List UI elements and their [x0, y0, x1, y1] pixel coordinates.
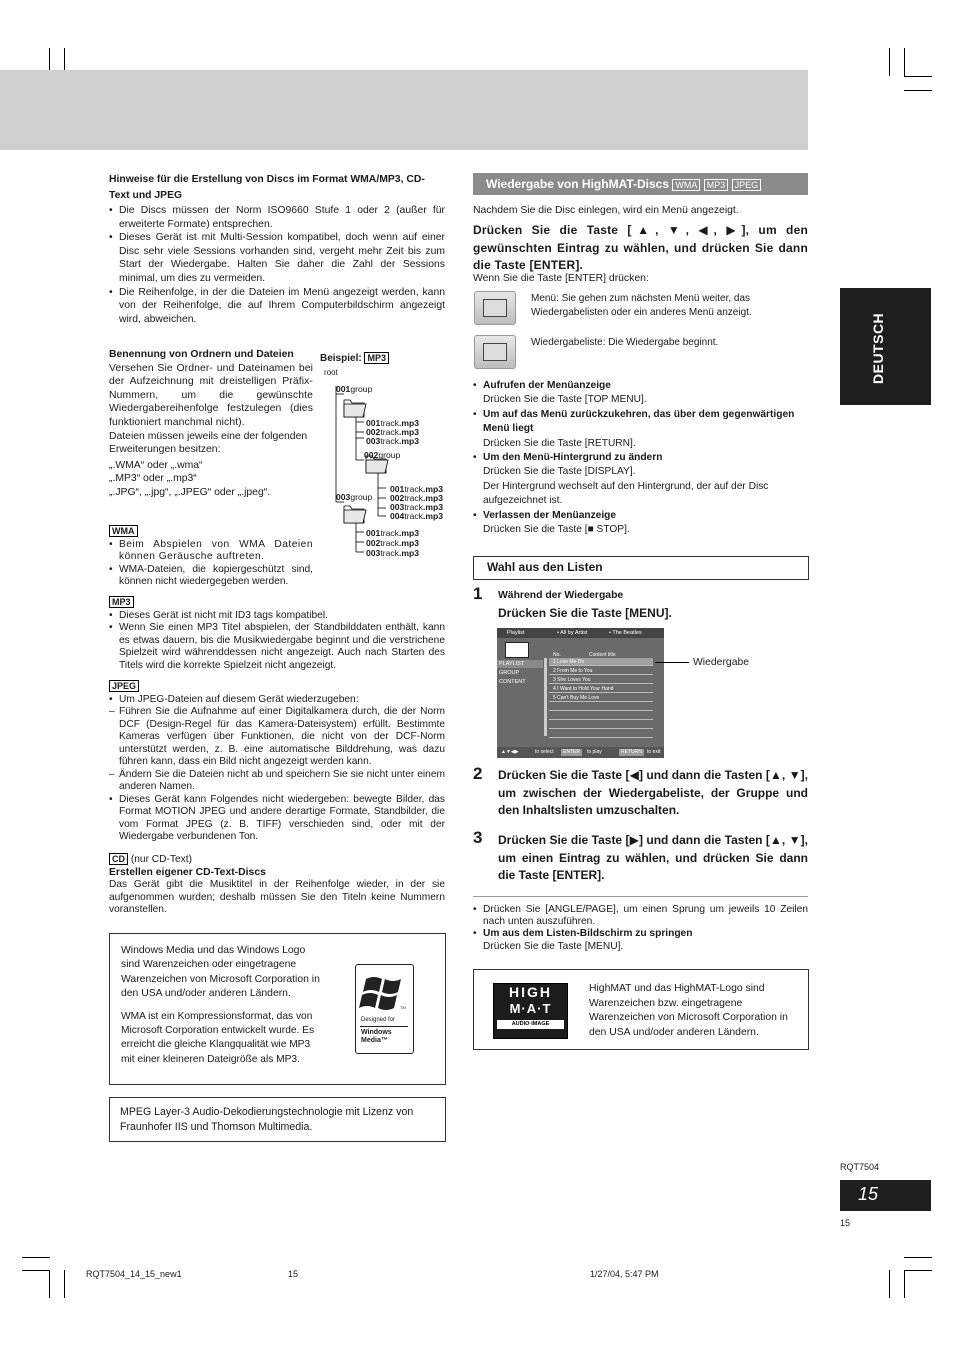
track-label: 003track.mp3	[366, 436, 420, 446]
playlist-desc-text: Die Wiedergabe beginnt.	[608, 337, 719, 348]
cd-text: Das Gerät gibt die Musiktitel in der Reihenfolge wieder, in der sie aufgenommen wurden; deshalb müssen Sie den Titeln keine Nummern voranstellen.	[109, 879, 445, 915]
screen-top-label: • All by Artist	[557, 630, 588, 636]
menu-bullets	[473, 379, 808, 537]
menu-screen-screenshot	[497, 628, 664, 758]
track-label: 002track.mp3	[390, 493, 444, 503]
notes-list	[473, 904, 808, 953]
list-section-header	[473, 556, 809, 580]
screen-tab: GROUP	[499, 670, 520, 676]
track-label: 004track.mp3	[390, 511, 444, 521]
jpeg-section	[109, 680, 445, 844]
naming-ext-intro: Dateien müssen jeweils eine der folgenden Erweiterungen besitzen:	[109, 430, 308, 456]
tm-mark: TM	[400, 1005, 406, 1010]
screen-arrows-icon: ▲▼◀▶	[501, 749, 519, 755]
list-item: • Dieses Gerät kann Folgendes nicht wiedergeben: bewegte Bilder, das Format MOTION JPEG und andere derartige Formate, Standbilder, die vom Format JPEG (z. B. TIFF) verschieden sind, oder mit der Wiedergabe verbundenen Ton.	[109, 794, 445, 844]
track-label: 001track.mp3	[366, 418, 420, 428]
menu-label: Menü:	[531, 293, 559, 304]
jpeg-list	[109, 694, 445, 707]
step-1-number: 1	[473, 584, 483, 603]
naming-section	[109, 348, 313, 500]
jpeg-list-2	[109, 794, 445, 844]
highmat-mini-logo	[505, 642, 529, 658]
group-label: 003group	[336, 492, 373, 502]
list-item: – Führen Sie die Aufnahme auf einer Digitalkamera durch, die der Norm DCF (Design-Regel für das Kamera-Dateisystem) erfüllt. Bestimmte Kameras verfügen über Funktionen, die nicht von der DCF-Norm unterstützt werden, z. B. eine automatische Bilddrehung, was dazu führen kann, dass ein Bild nicht angezeigt werden kann.	[109, 706, 445, 769]
screen-row: 4 I Want to Hold Your Hand	[549, 685, 653, 693]
footer-page: 15	[288, 1269, 299, 1279]
group-label: 001group	[336, 384, 373, 394]
track-label: 003track.mp3	[390, 502, 444, 512]
mpeg-license-text: MPEG Layer-3 Audio-Dekodierungstechnologie mit Lizenz von Fraunhofer IIS und Thomson Multimedia.	[120, 1106, 414, 1133]
list-item: – Ändern Sie die Dateien nicht ab und speichern Sie sie nicht unter einem anderen Namen.	[109, 769, 445, 794]
folder-tree	[320, 352, 450, 562]
naming-title: Benennung von Ordnern und Dateien	[109, 349, 294, 360]
screen-row: 1 Love Me Do	[549, 658, 653, 666]
tag-mp3: MP3	[704, 179, 729, 191]
highmat-intro: Nachdem Sie die Disc einlegen, wird ein Menü angezeigt.	[473, 205, 739, 216]
page-code: RQT7504	[840, 1162, 880, 1172]
divider	[473, 896, 808, 897]
naming-text: Versehen Sie Ordner- und Dateinamen bei der Aufzeichnung mit dreistelligen Präfix-Nummern, um die gewünschte Wiedergabereihenfolge festzulegen (dies funktioniert manchmal nicht).	[109, 362, 313, 428]
screen-top-label: Playlist	[507, 630, 525, 636]
playlist-label: Wiedergabeliste:	[531, 337, 606, 348]
jpeg-tag: JPEG	[109, 680, 139, 692]
logo-windows: Windows	[361, 1029, 392, 1036]
windows-media-logo	[355, 964, 414, 1054]
list-section-title: Wahl aus den Listen	[487, 560, 603, 574]
tag-wma: WMA	[672, 179, 700, 191]
list-item: • Drücken Sie [ANGLE/PAGE], um einen Sprung um jeweils 10 Zeilen nach unten auszuführen.	[473, 904, 808, 928]
playlist-icon	[474, 335, 516, 369]
list-item: • Um JPEG-Dateien auf diesem Gerät wiederzugeben:	[109, 694, 445, 707]
highmat-logo-line2: M·A·T	[509, 1001, 552, 1016]
highmat-section-title	[473, 173, 808, 195]
screen-footer-return: RETURN	[621, 749, 642, 755]
disc-hints	[109, 172, 445, 326]
wma-section	[109, 525, 313, 589]
step-2-text: Drücken Sie die Taste [◀] und dann die Tasten [▲, ▼], um zwischen der Wiedergabeliste, der Gruppe und den Inhaltslisten umzuschalten.	[498, 768, 808, 817]
cd-title: Erstellen eigener CD-Text-Discs	[109, 866, 266, 878]
track-label: 001track.mp3	[366, 528, 420, 538]
list-item: • Um auf das Menü zurückzukehren, das über dem gegenwärtigen Menü liegt Drücken Sie die Taste [RETURN].	[473, 408, 808, 451]
menu-desc	[531, 292, 801, 319]
wma-list	[109, 539, 313, 589]
section-title-text: Wiedergabe von HighMAT-Discs	[486, 177, 670, 191]
hints-title: Hinweise für die Erstellung von Discs im Format WMA/MP3, CD-Text und JPEG	[109, 174, 425, 201]
language-tab	[840, 288, 931, 405]
example-label: Beispiel:	[320, 353, 362, 364]
screen-footer: to play	[587, 749, 602, 755]
list-item: • Die Reihenfolge, in der die Dateien im Menü angezeigt werden, kann von der Reihenfolge, die auf Ihrem Computerbildschirm angezeigt wird, abweichen.	[109, 286, 445, 327]
callout-line	[655, 662, 689, 663]
screen-row	[549, 703, 653, 711]
track-label: 003track.mp3	[366, 548, 420, 558]
highmat-logo-line1: HIGH	[509, 984, 552, 1000]
highmat-trademark-text: HighMAT und das HighMAT-Logo sind Warenzeichen bzw. eingetragene Warenzeichen von Microsoft Corporation in den USA und/oder anderen Ländern.	[589, 983, 788, 1038]
ext-jpg: „.JPG“, „.jpg“, „.JPEG“ oder „.jpeg“.	[109, 486, 271, 498]
notes	[473, 904, 808, 953]
menu-desc-text: Sie gehen zum nächsten Menü weiter, das Wiedergabelisten oder ein anderes Menü anzeigt.	[531, 293, 752, 318]
highmat-logo	[493, 983, 568, 1039]
screen-row	[549, 721, 653, 729]
page-number: 15	[858, 1184, 879, 1204]
screen-col-title: Content title	[589, 652, 616, 658]
step-2-number: 2	[473, 764, 483, 783]
step-3-number: 3	[473, 828, 483, 847]
list-item: • Dieses Gerät ist nicht mit ID3 tags kompatibel.	[109, 610, 445, 623]
list-item: • Um den Menü-Hintergrund zu ändern Drücken Sie die Taste [DISPLAY]. Der Hintergrund wechselt auf den Hintergrund, der auf der Disc aufgezeichnet ist.	[473, 451, 808, 509]
windows-trademark-box	[109, 933, 446, 1085]
list-item: • Beim Abspielen von WMA Dateien können Geräusche auftreten.	[109, 539, 313, 564]
screen-row	[549, 730, 653, 738]
group-label: 002group	[364, 450, 401, 460]
callout-label: Wiedergabe	[693, 657, 750, 668]
jpeg-sublist	[109, 706, 445, 794]
cd-section	[109, 853, 445, 917]
step-1-text: Drücken Sie die Taste [MENU].	[498, 606, 672, 620]
screen-footer-enter: ENTER	[563, 749, 580, 755]
page-number-box	[840, 1180, 931, 1211]
playlist-desc	[531, 336, 801, 350]
mp3-tag: MP3	[109, 596, 134, 608]
screen-footer: to exit	[647, 749, 661, 755]
mpeg-license-box	[109, 1097, 446, 1142]
example-tag: MP3	[364, 352, 389, 364]
footer-date: 1/27/04, 5:47 PM	[590, 1269, 659, 1279]
header-band	[0, 70, 808, 150]
list-item: • Wenn Sie einen MP3 Titel abspielen, der Standbilddaten enthält, kann es etwas dauern, bis die Musikwiedergabe beginnt und die verstrichene Spielzeit wird währenddessen nicht angezeigt. Auch nach Starten des Titels wird die korrekte Spielzeit nicht angezeigt.	[109, 622, 445, 672]
track-label: 001track.mp3	[390, 484, 444, 494]
language-tab-label: DEUTSCH	[870, 312, 886, 384]
list-item: • WMA-Dateien, die kopiergeschützt sind, können nicht wiedergegeben werden.	[109, 564, 313, 589]
screen-tab: PLAYLIST	[497, 660, 543, 668]
list-item: • Die Discs müssen der Norm ISO9660 Stufe 1 oder 2 (außer für erweiterte Formate) entsprechen.	[109, 204, 445, 231]
screen-footer: to select	[535, 749, 554, 755]
screen-row	[549, 712, 653, 720]
step-3-text: Drücken Sie die Taste [▶] und dann die Tasten [▲, ▼], um einen Eintrag zu wählen, und drücken Sie dann die Taste [ENTER].	[498, 833, 808, 882]
cd-tag: CD	[109, 853, 128, 865]
list-item: • Um aus dem Listen-Bildschirm zu springen Drücken Sie die Taste [MENU].	[473, 928, 808, 952]
logo-designed-for: Designed for	[361, 1017, 396, 1023]
hints-list	[109, 204, 445, 326]
page-number-small: 15	[840, 1218, 851, 1228]
tag-jpeg: JPEG	[732, 179, 762, 191]
mp3-section	[109, 596, 445, 672]
highmat-trademark-box	[473, 969, 809, 1050]
menu-icon	[474, 291, 516, 325]
menu-bullet-list	[473, 379, 808, 537]
windows-text-1: Windows Media und das Windows Logo sind Warenzeichen oder eingetragene Warenzeichen von Microsoft Corporation in den USA und/oder anderen Ländern.	[121, 945, 320, 1000]
wma-tag: WMA	[109, 525, 138, 537]
screen-tab: CONTENT	[499, 679, 526, 685]
mp3-list	[109, 610, 445, 673]
footer-file: RQT7504_14_15_new1	[86, 1269, 182, 1279]
list-item: • Verlassen der Menüanzeige Drücken Sie die Taste [■ STOP].	[473, 509, 808, 538]
screen-row: 5 Can't Buy Me Love	[549, 694, 653, 702]
screen-row: 2 From Me to You	[549, 667, 653, 675]
cd-note: (nur CD-Text)	[130, 854, 192, 865]
highmat-instruction: Drücken Sie die Taste [▲, ▼, ◀, ▶], um den gewünschten Eintrag zu wählen, und drücken Sie dann die Taste [ENTER].	[473, 223, 808, 272]
step-1-sub: Während der Wiedergabe	[498, 590, 624, 601]
list-item: • Dieses Gerät ist mit Multi-Session kompatibel, doch wenn auf einer Disc sehr viele Sessions vorhanden sind, vergeht mehr Zeit bis zum Start der Wiedergabe. Halten Sie daher die Zahl der Sessions minimal, um dies zu vermeiden.	[109, 231, 445, 285]
windows-text-2: WMA ist ein Kompressionsformat, das von Microsoft Corporation entwickelt wurde. Es erreicht die gleiche Klangqualität wie MP3 mit einer kleineren Dateigröße als MP3.	[121, 1011, 315, 1065]
tree-root: root	[324, 368, 338, 377]
list-item: • Aufrufen der Menüanzeige Drücken Sie die Taste [TOP MENU].	[473, 379, 808, 408]
screen-row: 3 She Loves You	[549, 676, 653, 684]
highmat-logo-line3: AUDIO·IMAGE	[497, 1020, 564, 1029]
logo-media: Media™	[361, 1037, 388, 1044]
screen-col-no: No.	[553, 652, 561, 658]
screen-top-label: • The Beatles	[609, 630, 642, 636]
when-enter-text: Wenn Sie die Taste [ENTER] drücken:	[473, 273, 649, 284]
ext-wma: „.WMA“ oder „.wma“	[109, 459, 203, 471]
track-label: 002track.mp3	[366, 427, 420, 437]
ext-mp3: „.MP3“ oder „.mp3“	[109, 473, 197, 485]
track-label: 002track.mp3	[366, 538, 420, 548]
